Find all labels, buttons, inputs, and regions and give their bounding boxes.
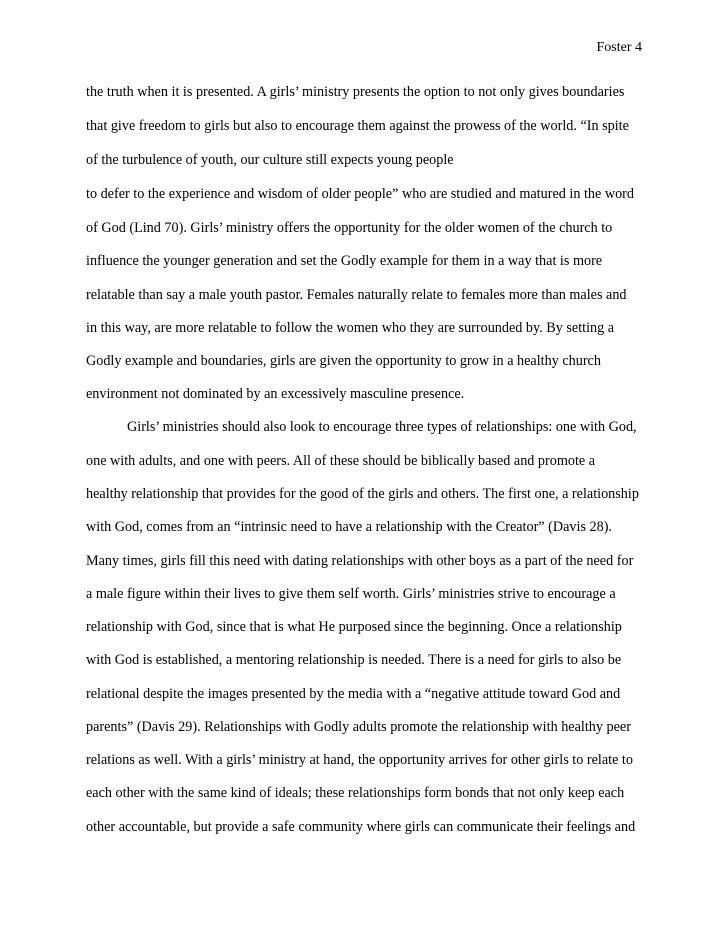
text-line: with God is established, a mentoring relationship is needed. There is a need for girls to also be: [86, 652, 622, 668]
text-line: relational despite the images presented by the media with a “negative attitude toward God and: [86, 686, 621, 702]
text-line: one with adults, and one with peers. All of these should be biblically based and promote a: [86, 453, 596, 469]
text-line: each other with the same kind of ideals; these relationships form bonds that not only keep each: [86, 785, 625, 801]
text-line: of God (Lind 70). Girls’ ministry offers the opportunity for the older women of the church to: [86, 220, 613, 236]
text-line: other accountable, but provide a safe community where girls can communicate their feelings and: [86, 819, 636, 835]
text-line: influence the younger generation and set the Godly example for them in a way that is more: [86, 253, 603, 269]
paragraph-first-line: Girls’ ministries should also look to encourage three types of relationships: one with God,: [127, 419, 637, 435]
text-line: Many times, girls fill this need with dating relationships with other boys as a part of the need for: [86, 553, 634, 569]
text-line: relatable than say a male youth pastor. Females naturally relate to females more than males and: [86, 287, 627, 303]
text-line: healthy relationship that provides for the good of the girls and others. The first one, a relationship: [86, 486, 639, 502]
text-line: with God, comes from an “intrinsic need to have a relationship with the Creator” (Davis 28).: [86, 519, 612, 535]
text-line: environment not dominated by an excessively masculine presence.: [86, 386, 465, 402]
text-line: relations as well. With a girls’ ministry at hand, the opportunity arrives for other girls to relate to: [86, 752, 633, 768]
text-line: to defer to the experience and wisdom of older people” who are studied and matured in the word: [86, 186, 634, 202]
text-line: a male figure within their lives to give them self worth. Girls’ ministries strive to encourage a: [86, 586, 616, 602]
text-line: parents” (Davis 29). Relationships with Godly adults promote the relationship with healthy peer: [86, 719, 631, 735]
text-line: relationship with God, since that is what He purposed since the beginning. Once a relationship: [86, 619, 622, 635]
text-line: the truth when it is presented. A girls’ ministry presents the option to not only gives boundaries: [86, 84, 625, 100]
running-head: Foster 4: [596, 40, 642, 55]
text-line: that give freedom to girls but also to encourage them against the prowess of the world. “In spite: [86, 118, 629, 134]
text-line: Godly example and boundaries, girls are given the opportunity to grow in a healthy church: [86, 353, 601, 369]
text-line: in this way, are more relatable to follow the women who they are surrounded by. By setting a: [86, 320, 615, 336]
text-line: of the turbulence of youth, our culture still expects young people: [86, 152, 454, 168]
